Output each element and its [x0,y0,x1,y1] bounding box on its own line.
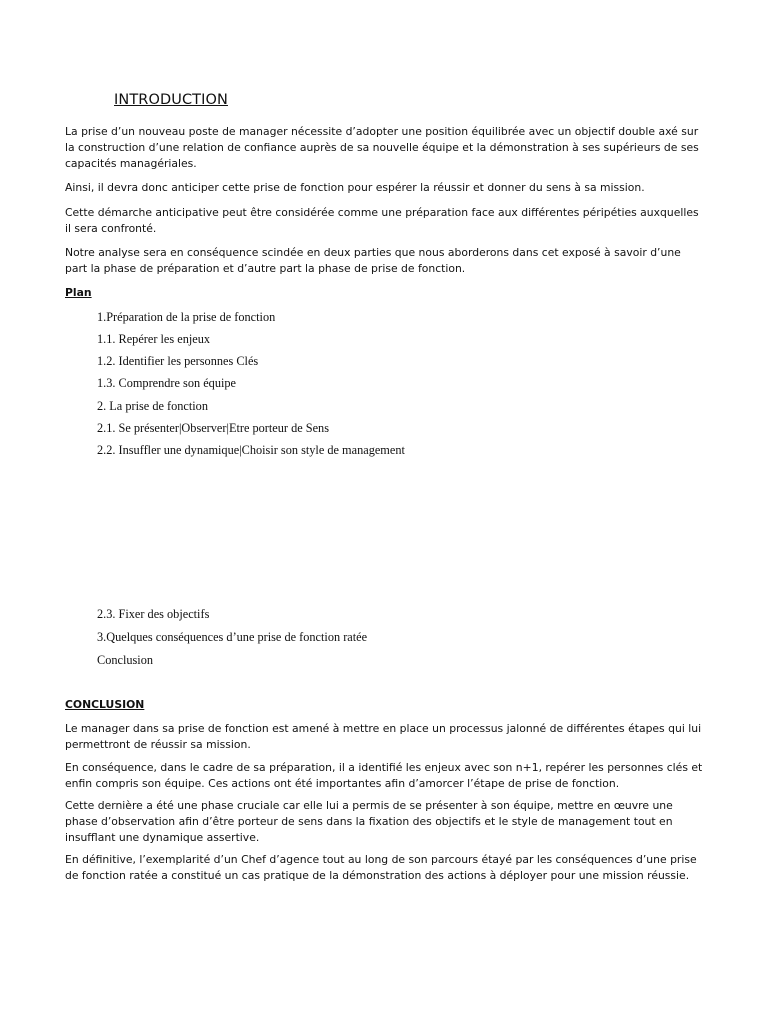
plan-item: Conclusion [97,653,154,667]
conclusion-paragraph-3: Cette dernière a été une phase cruciale car elle lui a permis de se présenter à son équipe, mettre en œuvre une phase d’observation afin d’être porteur de sens dans la fixation des objectifs et le style de management tout en insufflant une dynamique assertive. [65,799,673,844]
plan-item: 2. La prise de fonction [97,399,208,413]
plan-item: 2.2. Insuffler une dynamique|Choisir son style de management [97,443,405,457]
conclusion-paragraph-1: Le manager dans sa prise de fonction est amené à mettre en place un processus jalonné de différentes étapes qui lui permettront de réussir sa mission. [65,722,702,751]
plan-item: 1.1. Repérer les enjeux [97,332,211,346]
conclusion-heading: CONCLUSION [65,698,145,711]
conclusion-paragraph-4: En définitive, l’exemplarité d’un Chef d’agence tout au long de son parcours étayé par les conséquences d’une prise de fonction ratée a constitué un cas pratique de la démonstration des actions à déployer pour une mission réussie. [65,853,697,882]
plan-item: 3.Quelques conséquences d’une prise de fonction ratée [97,630,368,644]
intro-paragraph-4: Notre analyse sera en conséquence scindée en deux parties que nous aborderons dans cet exposé à savoir d’une part la phase de préparation et d’autre part la phase de prise de fonction. [65,246,681,275]
introduction-heading: INTRODUCTION [114,92,228,108]
intro-paragraph-1: La prise d’un nouveau poste de manager nécessite d’adopter une position équilibrée avec un objectif double axé sur la construction d’une relation de confiance auprès de sa nouvelle équipe et la démonstration à ses supérieurs de ses capacités managériales. [65,125,699,170]
conclusion-paragraph-2: En conséquence, dans le cadre de sa préparation, il a identifié les enjeux avec son n+1, repérer les personnes clés et enfin compris son équipe. Ces actions ont été importantes afin d’amorcer l’étape de prise de fonction. [65,761,703,790]
intro-paragraph-3: Cette démarche anticipative peut être considérée comme une préparation face aux différentes péripéties auxquelles il sera confronté. [65,206,699,235]
intro-paragraph-2: Ainsi, il devra donc anticiper cette prise de fonction pour espérer la réussir et donner du sens à sa mission. [65,181,645,194]
plan-item: 2.3. Fixer des objectifs [97,607,210,621]
plan-item: 1.3. Comprendre son équipe [97,376,236,390]
plan-label: Plan [65,286,92,299]
plan-item: 1.2. Identifier les personnes Clés [97,354,259,368]
plan-item: 1.Préparation de la prise de fonction [97,310,276,324]
plan-item: 2.1. Se présenter|Observer|Etre porteur de Sens [97,421,329,435]
